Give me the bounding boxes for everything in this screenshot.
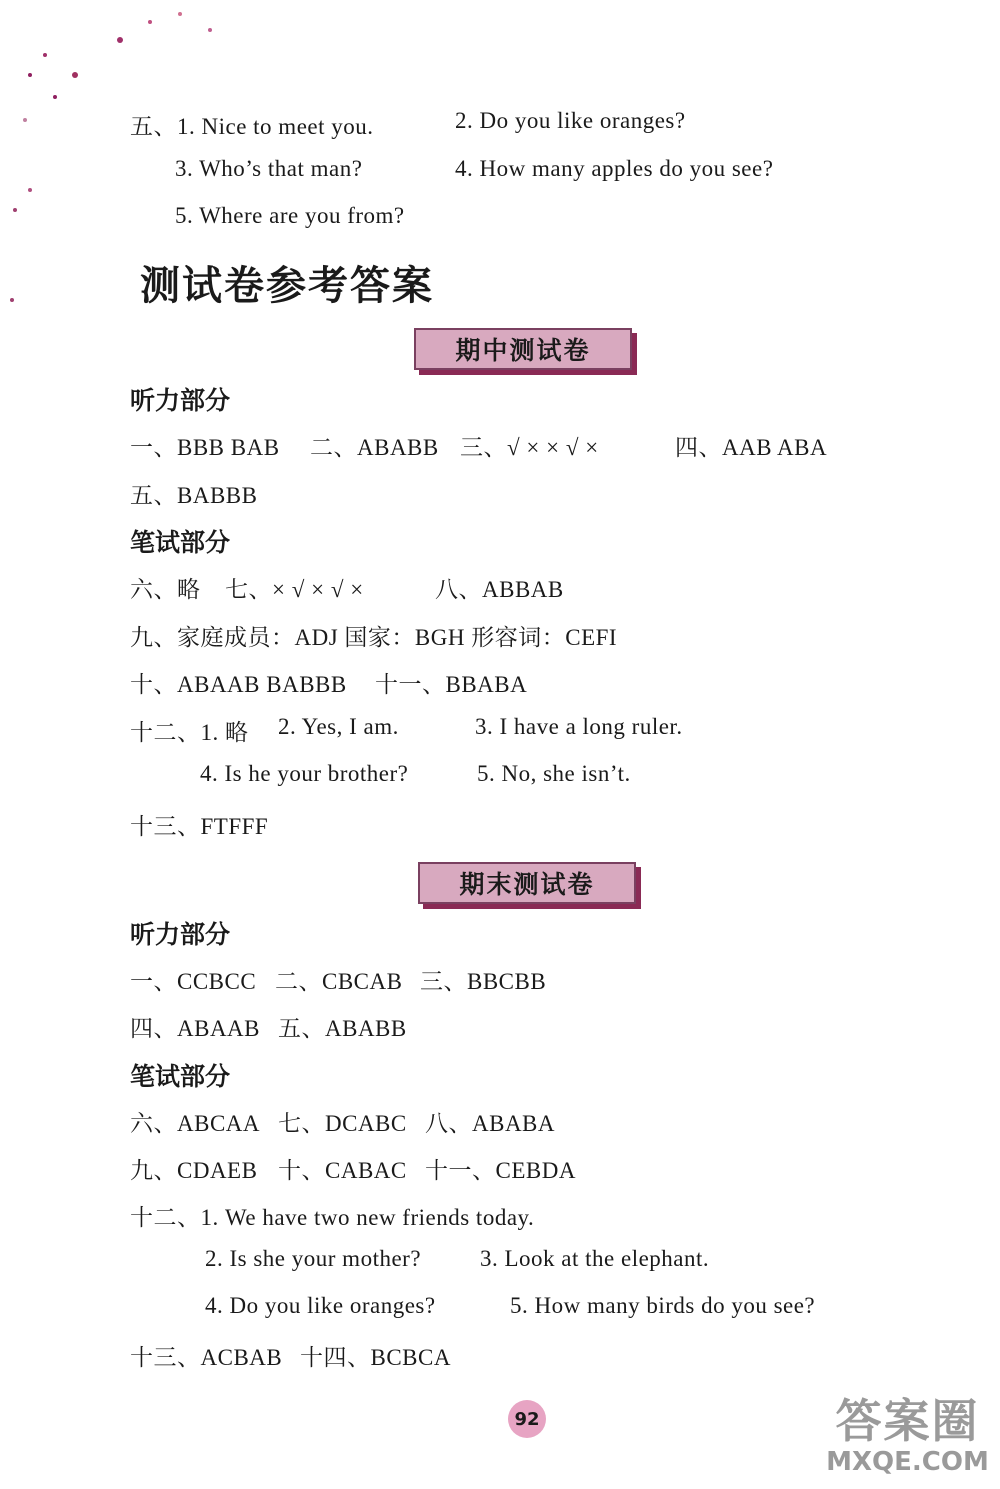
midterm-answer: 九、家庭成员：ADJ 国家：BGH 形容词：CEFI bbox=[130, 625, 618, 650]
top-answer-1: 五、1. Nice to meet you. bbox=[130, 114, 374, 139]
midterm-answer: 5. No, she isn’t. bbox=[477, 761, 631, 786]
final-answer: 七、DCABC bbox=[278, 1111, 407, 1136]
final-answer: 四、ABAAB bbox=[130, 1016, 261, 1041]
midterm-answer: 十、ABAAB BABBB bbox=[130, 672, 347, 697]
midterm-answer: 二、ABABB bbox=[310, 435, 439, 460]
watermark-logo bbox=[820, 1395, 995, 1485]
midterm-answer: 五、BABBB bbox=[130, 483, 258, 508]
final-answer: 一、CCBCC bbox=[130, 969, 257, 994]
midterm-answer: 4. Is he your brother? bbox=[200, 761, 409, 786]
top-answer-5: 5. Where are you from? bbox=[175, 203, 405, 228]
midterm-writing-heading: 笔试部分 bbox=[130, 528, 231, 557]
midterm-listening-heading: 听力部分 bbox=[130, 386, 231, 415]
midterm-answer: 十二、1. 略 bbox=[130, 720, 249, 745]
midterm-answer: 一、BBB BAB bbox=[130, 435, 280, 460]
final-listening-heading: 听力部分 bbox=[130, 920, 231, 949]
top-answer-3: 3. Who’s that man? bbox=[175, 156, 363, 181]
final-answer: 六、ABCAA bbox=[130, 1111, 261, 1136]
final-answer: 二、CBCAB bbox=[275, 969, 403, 994]
page-title: 测试卷参考答案 bbox=[140, 263, 434, 309]
final-answer: 5. How many birds do you see? bbox=[510, 1293, 816, 1318]
page-number: 92 bbox=[508, 1400, 546, 1438]
midterm-answer: 六、略 bbox=[130, 577, 201, 602]
midterm-answer: 八、ABBAB bbox=[435, 577, 564, 602]
top-answer-4: 4. How many apples do you see? bbox=[455, 156, 774, 181]
final-answer: 八、ABABA bbox=[425, 1111, 556, 1136]
watermark-top: 答案圈 bbox=[835, 1394, 980, 1448]
midterm-banner: 期中测试卷 bbox=[414, 328, 632, 370]
top-answer-2: 2. Do you like oranges? bbox=[455, 108, 686, 133]
final-answer: 4. Do you like oranges? bbox=[205, 1293, 436, 1318]
final-writing-heading: 笔试部分 bbox=[130, 1062, 231, 1091]
final-answer: 十三、ACBAB bbox=[130, 1345, 283, 1370]
final-banner: 期末测试卷 bbox=[418, 862, 636, 904]
midterm-answer: 七、× √ × √ × bbox=[225, 577, 364, 602]
final-answer: 十、CABAC bbox=[278, 1158, 407, 1183]
midterm-answer: 四、AAB ABA bbox=[675, 435, 828, 460]
final-answer: 十二、1. We have two new friends today. bbox=[130, 1205, 535, 1230]
midterm-answer: 2. Yes, I am. bbox=[278, 714, 399, 739]
final-answer: 3. Look at the elephant. bbox=[480, 1246, 710, 1271]
watermark-bottom: MXQE.COM bbox=[826, 1447, 989, 1477]
final-answer: 九、CDAEB bbox=[130, 1158, 258, 1183]
final-answer: 十一、CEBDA bbox=[425, 1158, 576, 1183]
final-answer: 2. Is she your mother? bbox=[205, 1246, 422, 1271]
final-answer: 五、ABABB bbox=[278, 1016, 407, 1041]
midterm-answer: 三、√ × × √ × bbox=[460, 435, 599, 460]
midterm-answer: 3. I have a long ruler. bbox=[475, 714, 683, 739]
midterm-answer: 十三、FTFFF bbox=[130, 814, 269, 839]
final-answer: 三、BBCBB bbox=[420, 969, 547, 994]
midterm-answer: 十一、BBABA bbox=[375, 672, 528, 697]
final-answer: 十四、BCBCA bbox=[300, 1345, 451, 1370]
